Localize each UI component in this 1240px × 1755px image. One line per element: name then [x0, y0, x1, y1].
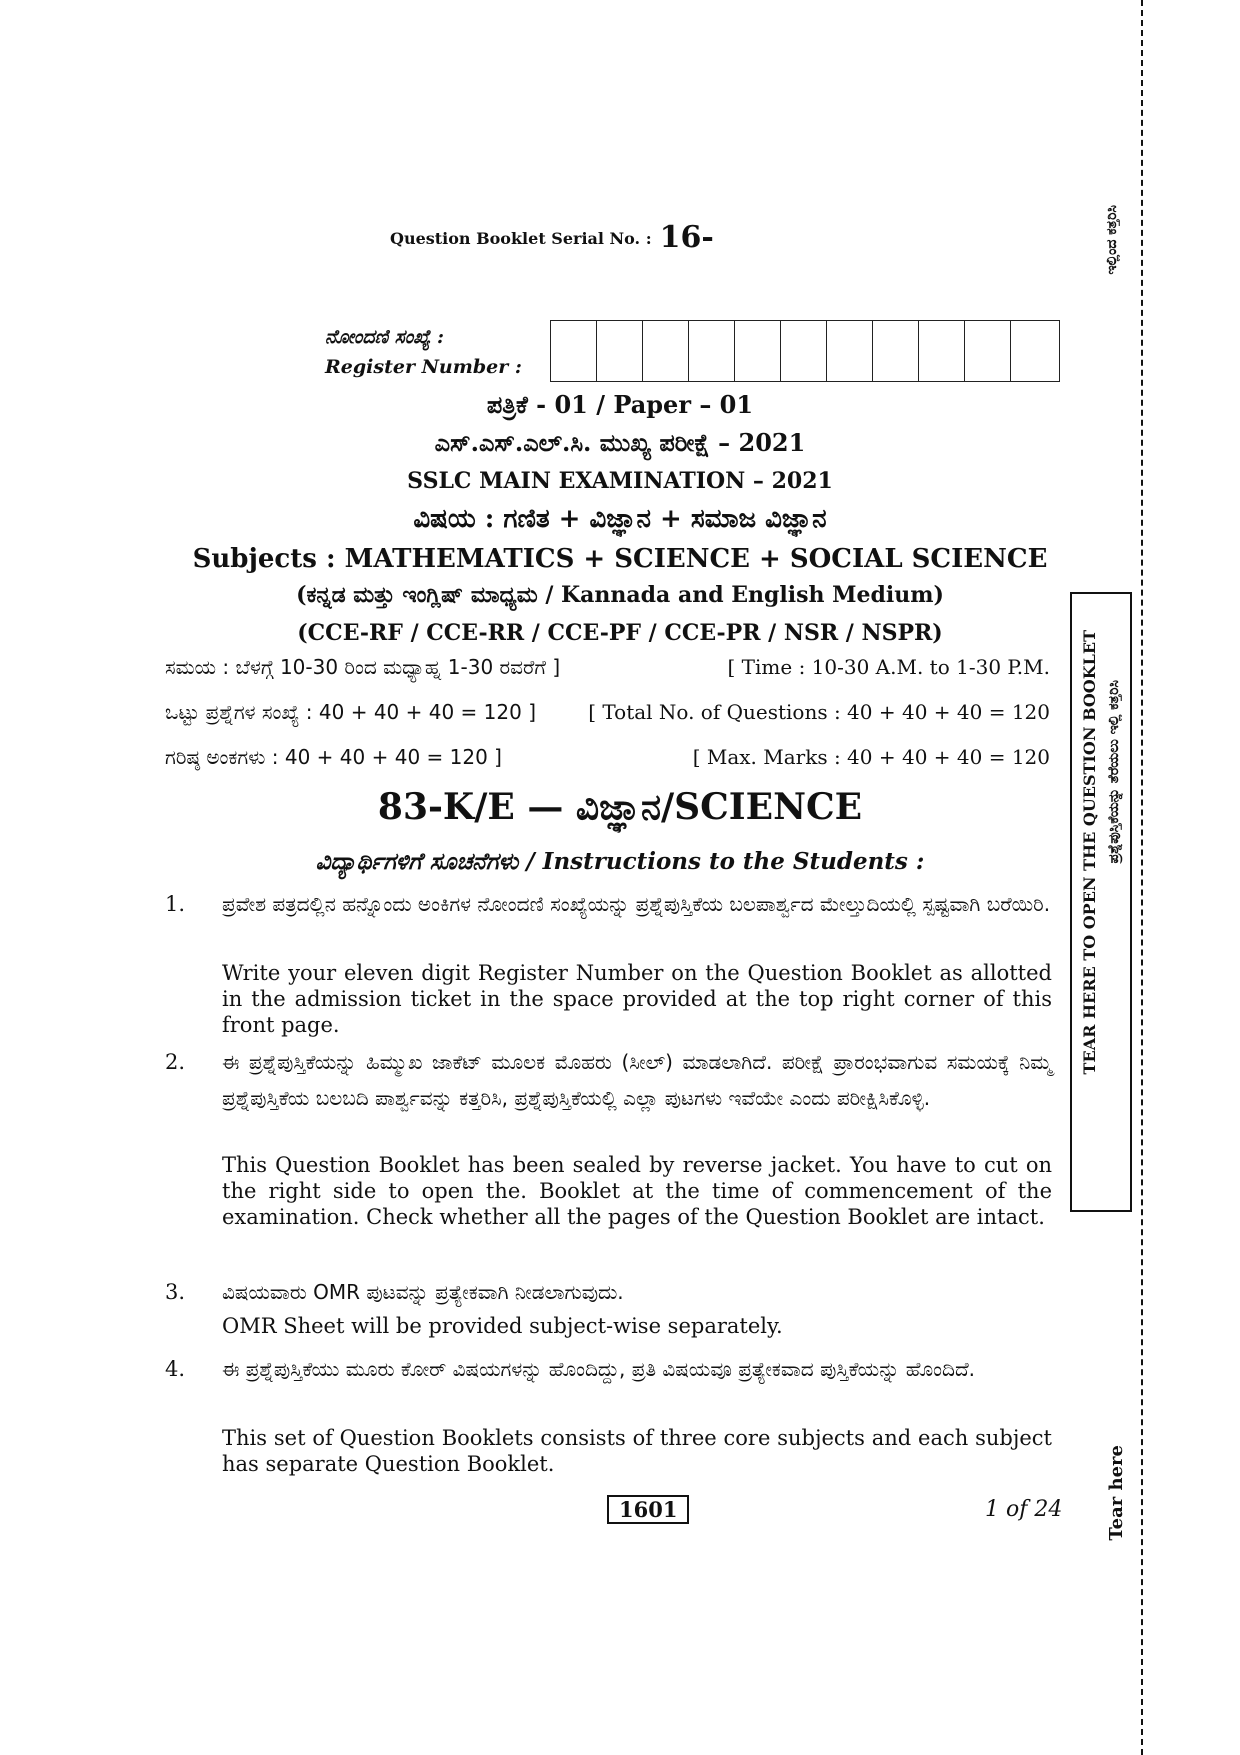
instruction-kn: ಈ ಪ್ರಶ್ನೆಪುಸ್ತಿಕೆಯನ್ನು ಹಿಮ್ಮುಖ ಜಾಕೆಟ್ ಮೂಲಕ ಮೊಹರು (ಸೀಲ್) ಮಾಡಲಾಗಿದೆ. ಪರೀಕ್ಷೆ ಪ್ರಾರಂಭವಾಗುವ ಸಮಯಕ್ಕೆ ನಿಮ್ಮ ಪ್ರಶ್ನೆಪುಸ್ತಿಕೆಯ ಬಲಬದಿ ಪಾರ್ಶ್ವವನ್ನು ಕತ್ತರಿಸಿ, ಪ್ರಶ್ನೆಪುಸ್ತಿಕೆಯಲ್ಲಿ ಎಲ್ಲಾ ಪುಟಗಳು ಇವೆಯೇ ಎಂದು ಪರೀಕ್ಷಿಸಿಕೊಳ್ಳಿ.: [222, 1050, 1052, 1110]
serial-number: [390, 220, 714, 255]
medium: (ಕನ್ನಡ ಮತ್ತು ಇಂಗ್ಲಿಷ್ ಮಾಧ್ಯಮ / Kannada and English Medium): [296, 582, 944, 608]
register-box[interactable]: [597, 321, 643, 381]
exam-title-kn: ಎಸ್.ಎಸ್.ಎಲ್.ಸಿ. ಮುಖ್ಯ ಪರೀಕ್ಷೆ – 2021: [434, 428, 806, 457]
register-box[interactable]: [643, 321, 689, 381]
register-labels: [325, 322, 522, 382]
serial-value: 16-: [659, 220, 714, 255]
register-label-en: Register Number :: [325, 356, 522, 378]
register-box[interactable]: [689, 321, 735, 381]
instruction-en: OMR Sheet will be provided subject-wise separately.: [222, 1314, 783, 1338]
instruction-kn: ವಿಷಯವಾರು OMR ಪುಟವನ್ನು ಪ್ರತ್ಯೇಕವಾಗಿ ನೀಡಲಾಗುವುದು.: [222, 1280, 624, 1304]
exam-title-en: SSLC MAIN EXAMINATION – 2021: [407, 468, 833, 494]
cut-here-kn: ಇಲ್ಲಿಂದ ಕತ್ತರಿಸಿ: [1104, 205, 1120, 275]
time-en: [ Time : 10-30 A.M. to 1-30 P.M.: [727, 655, 1050, 679]
register-box[interactable]: [873, 321, 919, 381]
instruction-kn: ಪ್ರವೇಶ ಪತ್ರದಲ್ಲಿನ ಹನ್ನೊಂದು ಅಂಕಿಗಳ ನೋಂದಣಿ ಸಂಖ್ಯೆಯನ್ನು ಪ್ರಶ್ನೆಪುಸ್ತಿಕೆಯ ಬಲಪಾರ್ಶ್ವದ ಮೇಲ್ತುದಿಯಲ್ಲಿ ಸ್ಪಷ್ಟವಾಗಿ ಬರೆಯಿರಿ.: [222, 892, 1051, 916]
register-box[interactable]: [551, 321, 597, 381]
instruction-en: This set of Question Booklets consists of three core subjects and each subject has separate Question Booklet.: [222, 1426, 1052, 1476]
tear-here-kn: ಪ್ರಶ್ನೆಪುಸ್ತಿಕೆಯನ್ನು ತೆರೆಯಲು ಇಲ್ಲಿ ಕತ್ತರಿಸಿ: [1106, 680, 1122, 864]
register-label-kn: ನೋಂದಣಿ ಸಂಖ್ಯೆ :: [325, 326, 445, 348]
subjects-en: Subjects : MATHEMATICS + SCIENCE + SOCIAL SCIENCE: [192, 544, 1048, 574]
instructions-heading: ವಿದ್ಯಾರ್ಥಿಗಳಿಗೆ ಸೂಚನೆಗಳು / Instructions to the Students :: [315, 848, 925, 875]
schemes: (CCE-RF / CCE-RR / CCE-PF / CCE-PR / NSR / NSPR): [297, 620, 943, 646]
tear-here-en: TEAR HERE TO OPEN THE QUESTION BOOKLET: [1080, 630, 1099, 1075]
time-kn: ಸಮಯ : ಬೆಳಗ್ಗೆ 10-30 ರಿಂದ ಮಧ್ಯಾಹ್ನ 1-30 ರವರೆಗೆ ]: [165, 655, 561, 679]
instruction-en: This Question Booklet has been sealed by reverse jacket. You have to cut on the right side to open the. Booklet at the time of commencement of the examination. Check whether all the pages of the Question Booklet are intact.: [222, 1153, 1052, 1229]
register-box[interactable]: [1011, 321, 1059, 381]
tear-here-label: Tear here: [1106, 1445, 1127, 1541]
register-box[interactable]: [781, 321, 827, 381]
instruction-number: 2.: [165, 1050, 186, 1074]
register-box[interactable]: [965, 321, 1011, 381]
questions-en: [ Total No. of Questions : 40 + 40 + 40 = 120: [588, 700, 1050, 724]
register-box[interactable]: [827, 321, 873, 381]
subjects-kn: ವಿಷಯ : ಗಣಿತ + ವಿಜ್ಞಾನ + ಸಮಾಜ ವಿಜ್ಞಾನ: [413, 504, 827, 534]
instruction-en: Write your eleven digit Register Number on the Question Booklet as allotted in the admission ticket in the space provided at the top right corner of this front page.: [222, 961, 1052, 1037]
tear-line: [1141, 0, 1143, 1755]
register-number-boxes[interactable]: [550, 320, 1060, 382]
instruction-number: 3.: [165, 1280, 186, 1304]
instruction-number: 1.: [165, 892, 186, 916]
register-box[interactable]: [919, 321, 965, 381]
booklet-code: 1601: [607, 1495, 689, 1524]
serial-label: Question Booklet Serial No. :: [390, 229, 652, 248]
paper-number: ಪತ್ರಿಕೆ - 01 / Paper – 01: [486, 390, 754, 419]
instruction-kn: ಈ ಪ್ರಶ್ನೆಪುಸ್ತಿಕೆಯು ಮೂರು ಕೋರ್ ವಿಷಯಗಳನ್ನು ಹೊಂದಿದ್ದು, ಪ್ರತಿ ವಿಷಯವೂ ಪ್ರತ್ಯೇಕವಾದ ಪುಸ್ತಿಕೆಯನ್ನು ಹೊಂದಿದೆ.: [222, 1357, 976, 1381]
marks-kn: ಗರಿಷ್ಠ ಅಂಕಗಳು : 40 + 40 + 40 = 120 ]: [165, 745, 502, 769]
questions-kn: ಒಟ್ಟು ಪ್ರಶ್ನೆಗಳ ಸಂಖ್ಯೆ : 40 + 40 + 40 = 120 ]: [165, 700, 537, 724]
subject-title: 83-K/E — ವಿಜ್ಞಾನ/SCIENCE: [377, 786, 863, 828]
marks-en: [ Max. Marks : 40 + 40 + 40 = 120: [692, 745, 1050, 769]
instruction-number: 4.: [165, 1357, 186, 1381]
register-box[interactable]: [735, 321, 781, 381]
page-number: 1 of 24: [985, 1497, 1063, 1522]
